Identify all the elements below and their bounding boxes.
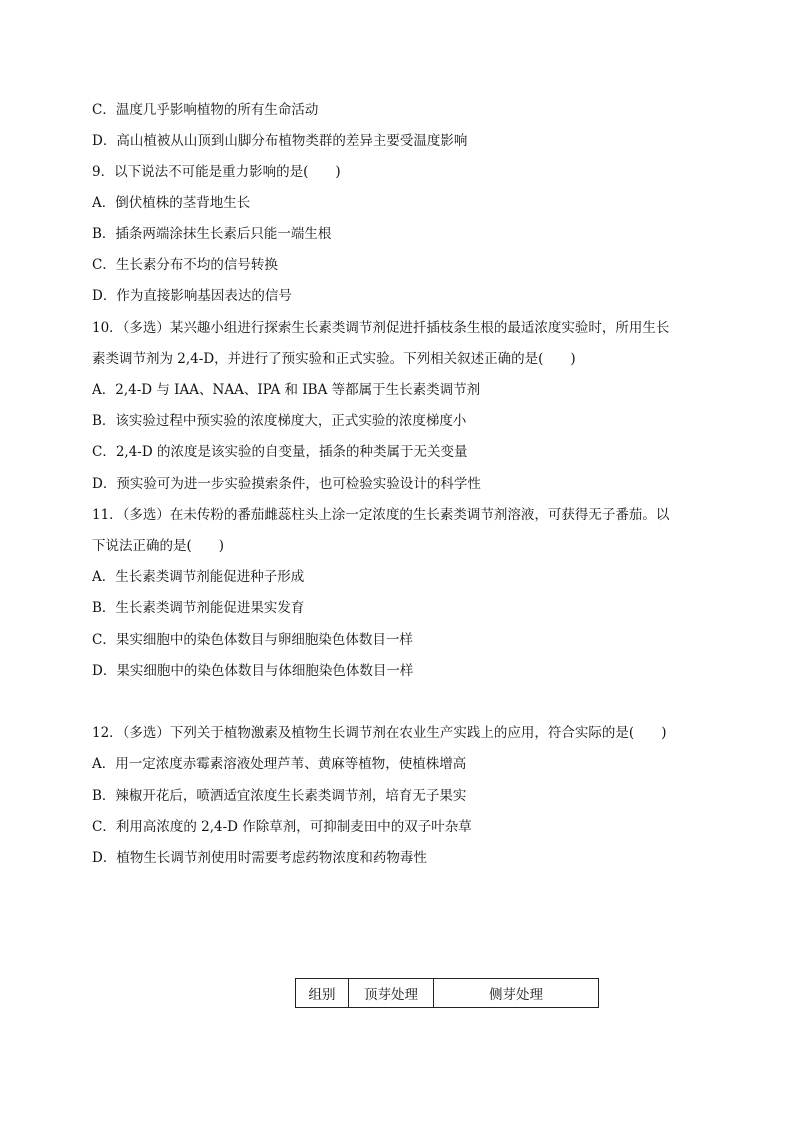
q11-stem-line2: 下说法正确的是( ) (92, 538, 225, 554)
q9-option-a: A．倒伏植株的茎背地生长 (92, 195, 251, 211)
q8-option-c: C．温度几乎影响植物的所有生命活动 (92, 102, 319, 118)
q10-option-c: C．2,4-D 的浓度是该实验的自变量，插条的种类属于无关变量 (92, 444, 468, 460)
q12-option-a: A．用一定浓度赤霉素溶液处理芦苇、黄麻等植物，使植株增高 (92, 756, 467, 772)
q9-stem: 9．以下说法不可能是重力影响的是( ) (92, 164, 341, 180)
q11-option-d: D．果实细胞中的染色体数目与体细胞染色体数目一样 (92, 663, 414, 679)
q9-option-d: D．作为直接影响基因表达的信号 (92, 288, 292, 304)
q12-option-c: C．利用高浓度的 2,4-D 作除草剂，可抑制麦田中的双子叶杂草 (92, 819, 472, 835)
q11-option-b: B．生长素类调节剂能促进果实发育 (92, 600, 305, 616)
q10-stem-line2: 素类调节剂为 2,4-D，并进行了预实验和正式实验。下列相关叙述正确的是( ) (92, 351, 576, 367)
table-header-lateral-bud: 侧芽处理 (434, 979, 599, 1008)
q9-option-b: B．插条两端涂抹生长素后只能一端生根 (92, 226, 332, 242)
q10-option-b: B．该实验过程中预实验的浓度梯度大，正式实验的浓度梯度小 (92, 413, 467, 429)
q8-option-d: D．高山植被从山顶到山脚分布植物类群的差异主要受温度影响 (92, 133, 468, 149)
q11-stem-line1: 11．（多选）在未传粉的番茄雌蕊柱头上涂一定浓度的生长素类调节剂溶液，可获得无子番茄。以 (92, 507, 670, 523)
table-header-group: 组别 (296, 979, 349, 1008)
q11-option-c: C．果实细胞中的染色体数目与卵细胞染色体数目一样 (92, 632, 413, 648)
treatment-table (295, 978, 599, 1008)
q12-option-b: B．辣椒开花后，喷洒适宜浓度生长素类调节剂，培育无子果实 (92, 788, 467, 804)
q11-option-a: A．生长素类调节剂能促进种子形成 (92, 569, 305, 585)
q10-stem-line1: 10．（多选）某兴趣小组进行探索生长素类调节剂促进扦插枝条生根的最适浓度实验时，所用生长 (92, 320, 670, 336)
q10-option-d: D．预实验可为进一步实验摸索条件，也可检验实验设计的科学性 (92, 476, 481, 492)
table-header-row (296, 979, 599, 1008)
q12-option-d: D．植物生长调节剂使用时需要考虑药物浓度和药物毒性 (92, 850, 427, 866)
table-header-apical-bud: 顶芽处理 (349, 979, 434, 1008)
q10-option-a: A．2,4-D 与 IAA、NAA、IPA 和 IBA 等都属于生长素类调节剂 (92, 382, 481, 398)
q12-stem: 12．（多选）下列关于植物激素及植物生长调节剂在农业生产实践上的应用，符合实际的是( ) (92, 725, 667, 741)
q9-option-c: C．生长素分布不均的信号转换 (92, 257, 278, 273)
